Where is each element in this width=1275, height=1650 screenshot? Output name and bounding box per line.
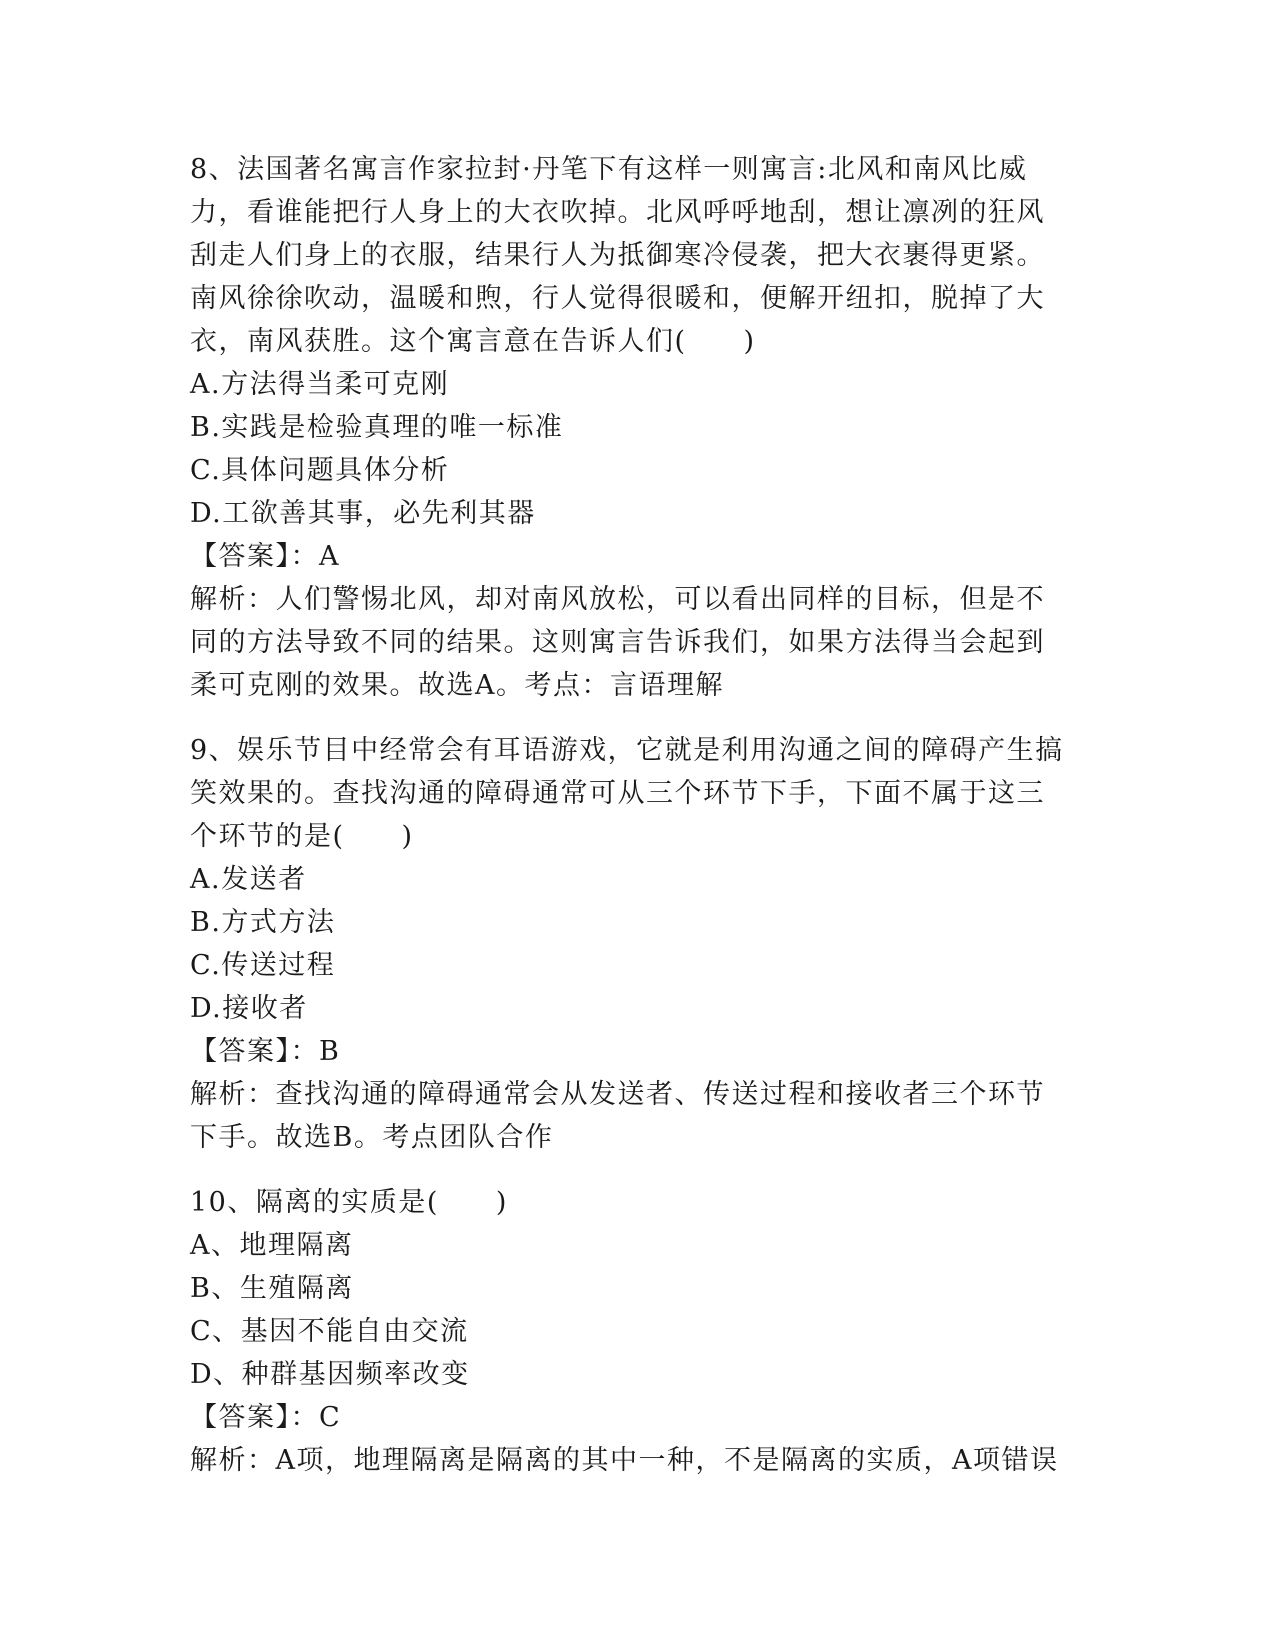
analysis-line: 解析：人们警惕北风，却对南风放松，可以看出同样的目标，但是不 — [190, 584, 1045, 615]
document-page — [190, 148, 1090, 1482]
analysis-line: 解析：查找沟通的障碍通常会从发送者、传送过程和接收者三个环节 — [190, 1079, 1045, 1110]
option-c: C.传送过程 — [190, 950, 336, 981]
question-9 — [190, 729, 1090, 1159]
option-d: D.接收者 — [190, 993, 308, 1024]
answer-line: 【答案】：C — [190, 1402, 342, 1433]
analysis-line: 下手。故选B。考点团队合作 — [190, 1122, 554, 1153]
analysis-line: 解析：A项，地理隔离是隔离的其中一种，不是隔离的实质，A项错误 — [190, 1445, 1059, 1476]
question-stem-line: 10、隔离的实质是( ) — [190, 1187, 508, 1218]
answer-line: 【答案】：A — [190, 541, 340, 572]
question-spacer — [190, 707, 1090, 729]
question-stem-line: 力，看谁能把行人身上的大衣吹掉。北风呼呼地刮，想让凛冽的狂风 — [190, 197, 1045, 228]
analysis-line: 柔可克刚的效果。故选A。考点：言语理解 — [190, 670, 724, 701]
option-b: B、生殖隔离 — [190, 1273, 354, 1304]
question-10 — [190, 1181, 1090, 1482]
question-stem-line: 刮走人们身上的衣服，结果行人为抵御寒冷侵袭，把大衣裹得更紧。 — [190, 240, 1045, 271]
analysis-line: 同的方法导致不同的结果。这则寓言告诉我们，如果方法得当会起到 — [190, 627, 1045, 658]
option-b: B.方式方法 — [190, 907, 336, 938]
question-spacer — [190, 1159, 1090, 1181]
option-c: C.具体问题具体分析 — [190, 455, 450, 486]
question-stem-line: 9、娱乐节目中经常会有耳语游戏，它就是利用沟通之间的障碍产生搞 — [190, 735, 1064, 766]
option-a: A、地理隔离 — [190, 1230, 354, 1261]
question-8 — [190, 148, 1090, 707]
answer-line: 【答案】：B — [190, 1036, 341, 1067]
question-stem-line: 个环节的是( ) — [190, 821, 414, 852]
question-stem-line: 8、法国著名寓言作家拉封·丹笔下有这样一则寓言:北风和南风比威 — [190, 154, 1028, 185]
option-c: C、基因不能自由交流 — [190, 1316, 469, 1347]
question-stem-line: 南风徐徐吹动，温暖和煦，行人觉得很暖和，便解开纽扣，脱掉了大 — [190, 283, 1045, 314]
option-b: B.实践是检验真理的唯一标准 — [190, 412, 564, 443]
question-stem-line: 笑效果的。查找沟通的障碍通常可从三个环节下手，下面不属于这三 — [190, 778, 1045, 809]
option-d: D、种群基因频率改变 — [190, 1359, 470, 1390]
option-a: A.方法得当柔可克刚 — [190, 369, 450, 400]
option-a: A.发送者 — [190, 864, 307, 895]
question-stem-line: 衣，南风获胜。这个寓言意在告诉人们( ) — [190, 326, 756, 357]
option-d: D.工欲善其事，必先利其器 — [190, 498, 536, 529]
